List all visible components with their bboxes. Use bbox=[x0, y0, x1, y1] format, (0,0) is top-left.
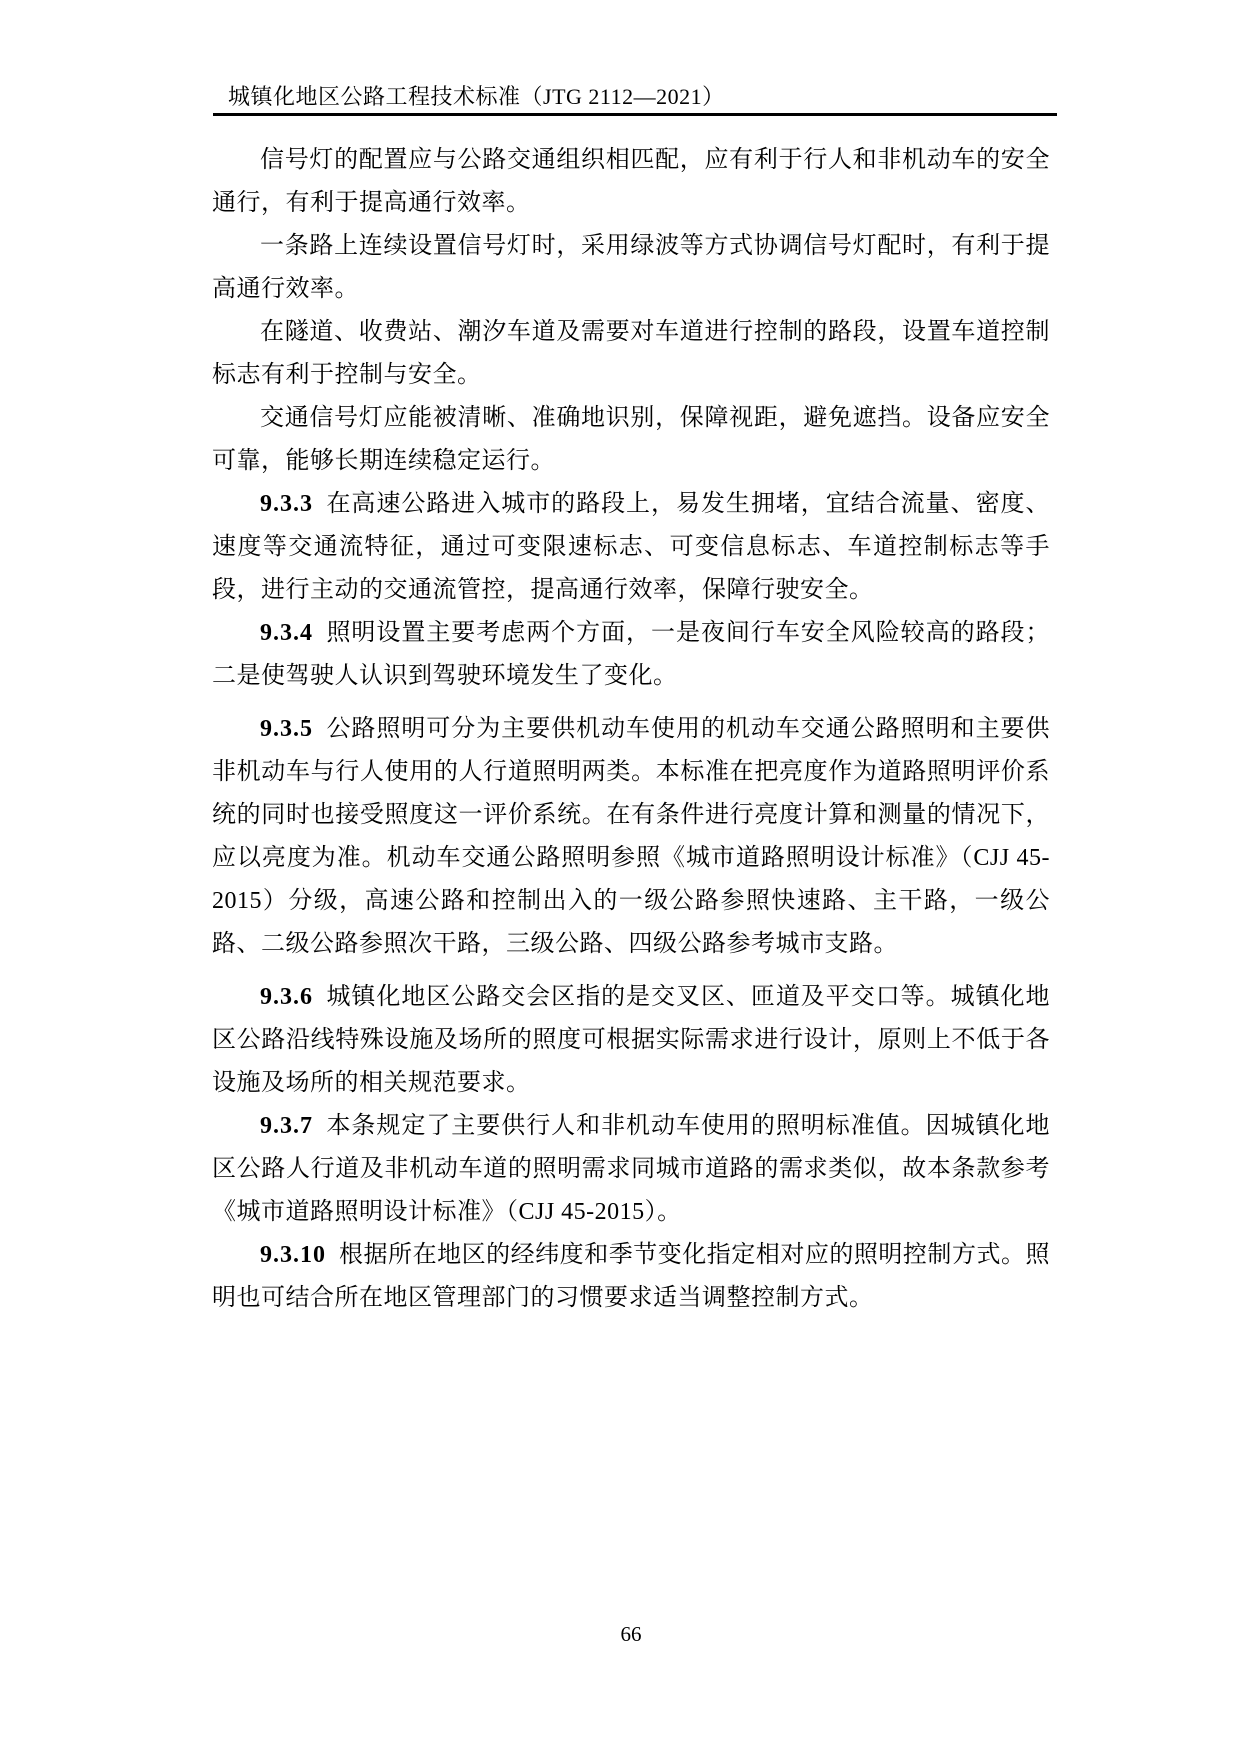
paragraph-text: 在高速公路进入城市的路段上，易发生拥堵，宜结合流量、密度、速度等交通流特征，通过可变限速标志、可变信息标志、车道控制标志等手段，进行主动的交通流管控，提高通行效率，保障行驶安全。 bbox=[212, 491, 1050, 603]
section-number: 9.3.10 bbox=[260, 1242, 326, 1268]
paragraph bbox=[212, 612, 1050, 698]
paragraph bbox=[212, 311, 1050, 397]
paragraph bbox=[212, 397, 1050, 483]
section-number: 9.3.7 bbox=[260, 1113, 313, 1139]
paragraph-text: 本条规定了主要供行人和非机动车使用的照明标准值。因城镇化地区公路人行道及非机动车道的照明需求同城市道路的需求类似，故本条款参考《城市道路照明设计标准》（CJJ 45-2015）。 bbox=[212, 1113, 1050, 1225]
paragraph bbox=[212, 139, 1050, 225]
paragraph bbox=[212, 1105, 1050, 1234]
section-number: 9.3.5 bbox=[260, 716, 313, 742]
paragraph-text: 一条路上连续设置信号灯时，采用绿波等方式协调信号灯配时，有利于提高通行效率。 bbox=[212, 233, 1050, 302]
paragraph-text: 城镇化地区公路交会区指的是交叉区、匝道及平交口等。城镇化地区公路沿线特殊设施及场所的照度可根据实际需求进行设计，原则上不低于各设施及场所的相关规范要求。 bbox=[212, 984, 1050, 1096]
paragraph bbox=[212, 483, 1050, 612]
paragraph-text: 在隧道、收费站、潮汐车道及需要对车道进行控制的路段，设置车道控制标志有利于控制与安全。 bbox=[212, 319, 1050, 388]
document-body bbox=[212, 139, 1050, 1320]
paragraph-text: 根据所在地区的经纬度和季节变化指定相对应的照明控制方式。照明也可结合所在地区管理部门的习惯要求适当调整控制方式。 bbox=[212, 1242, 1050, 1311]
paragraph-text: 公路照明可分为主要供机动车使用的机动车交通公路照明和主要供非机动车与行人使用的人行道照明两类。本标准在把亮度作为道路照明评价系统的同时也接受照度这一评价系统。在有条件进行亮度计算和测量的情况下，应以亮度为准。机动车交通公路照明参照《城市道路照明设计标准》（CJJ 45-2015）分级，高速公路和控制出入的一级公路参照快速路、主干路，一级公路、二级公路参照次干路，三级公路、四级公路参考城市支路。 bbox=[212, 716, 1050, 957]
paragraph-text: 信号灯的配置应与公路交通组织相匹配，应有利于行人和非机动车的安全通行，有利于提高通行效率。 bbox=[212, 147, 1050, 216]
running-header-title: 城镇化地区公路工程技术标准（JTG 2112—2021） bbox=[228, 84, 725, 109]
paragraph-text: 照明设置主要考虑两个方面，一是夜间行车安全风险较高的路段；二是使驾驶人认识到驾驶环境发生了变化。 bbox=[212, 620, 1050, 689]
paragraph bbox=[212, 976, 1050, 1105]
section-number: 9.3.6 bbox=[260, 984, 313, 1010]
section-number: 9.3.4 bbox=[260, 620, 313, 646]
section-number: 9.3.3 bbox=[260, 491, 313, 517]
paragraph bbox=[212, 225, 1050, 311]
paragraph-text: 交通信号灯应能被清晰、准确地识别，保障视距，避免遮挡。设备应安全可靠，能够长期连续稳定运行。 bbox=[212, 405, 1050, 474]
header-rule bbox=[213, 113, 1057, 116]
paragraph bbox=[212, 1234, 1050, 1320]
page-number: 66 bbox=[620, 1622, 642, 1646]
paragraph bbox=[212, 708, 1050, 966]
